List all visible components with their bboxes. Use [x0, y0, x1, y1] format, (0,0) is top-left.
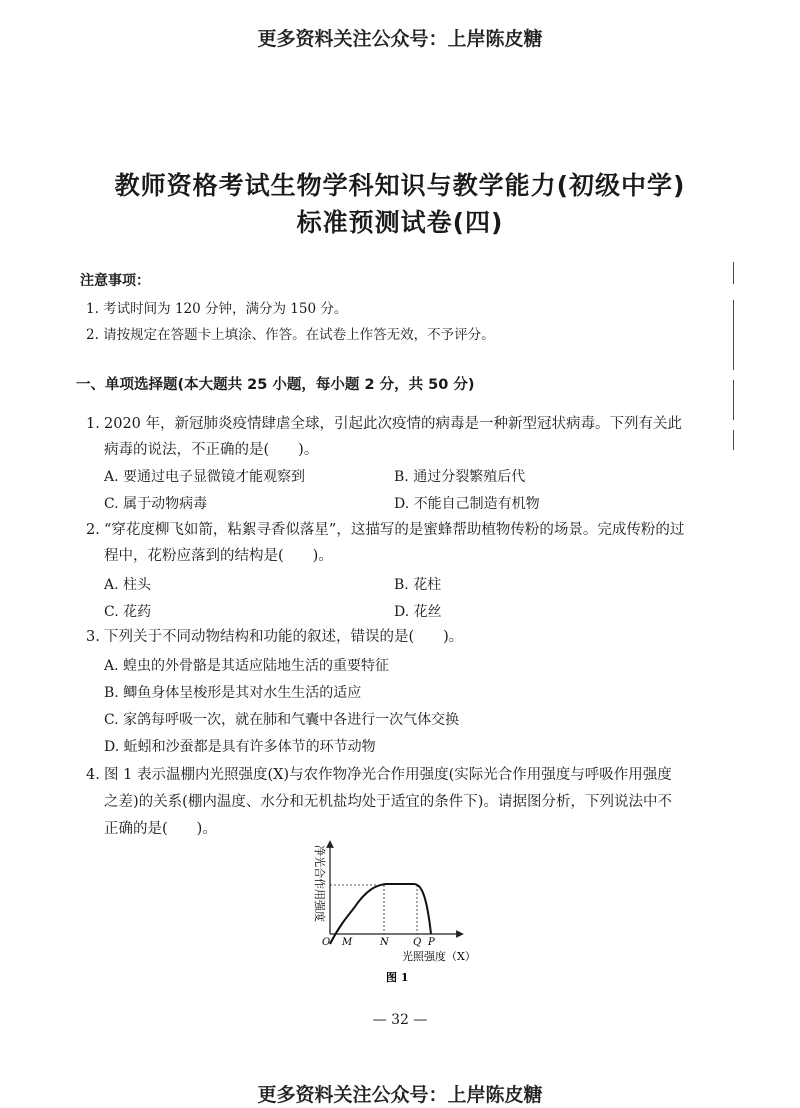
question-4 [86, 762, 686, 843]
label-o: O [322, 937, 331, 948]
option-a: A. 柱头 [104, 577, 152, 593]
option-d: D. 花丝 [394, 604, 442, 620]
bottom-banner: 更多资料关注公众号：上岸陈皮糖 [257, 1084, 543, 1106]
scan-mark [733, 262, 734, 284]
question-1 [86, 411, 686, 463]
scan-mark [733, 380, 734, 420]
question-number: 3. [86, 629, 100, 645]
section-title: 一、单项选择题(本大题共 25 小题，每小题 2 分，共 50 分) [76, 377, 475, 393]
option-c: C. 花药 [104, 604, 152, 620]
option-c: C. 属于动物病毒 [104, 496, 208, 512]
label-n: N [380, 937, 389, 948]
y-axis-label: 净光合作用强度 [313, 845, 326, 922]
exam-subtitle: 标准预测试卷(四) [296, 208, 504, 237]
page-number: — 32 — [372, 1012, 428, 1028]
question-text: 2020 年，新冠肺炎疫情肆虐全球，引起此次疫情的病毒是一种新型冠状病毒。下列有关此病毒的说法，不正确的是( )。 [104, 416, 683, 458]
question-text: 下列关于不同动物结构和功能的叙述，错误的是( )。 [104, 629, 464, 645]
question-text: “穿花度柳飞如箭，粘絮寻香似落星”，这描写的是蜜蜂帮助植物传粉的场景。完成传粉的过程中，花粉应落到的结构是( )。 [104, 522, 685, 564]
photosynthesis-curve [330, 884, 431, 944]
option-d: D. 蚯蚓和沙蚕都是具有许多体节的环节动物 [104, 739, 376, 755]
option-a: A. 要通过电子显微镜才能观察到 [104, 469, 306, 485]
scan-mark [733, 430, 734, 450]
option-b: B. 花柱 [394, 577, 442, 593]
scan-mark [733, 300, 734, 370]
option-a: A. 蝗虫的外骨骼是其适应陆地生活的重要特征 [104, 658, 390, 674]
option-c: C. 家鸽每呼吸一次，就在肺和气囊中各进行一次气体交换 [104, 712, 460, 728]
option-b: B. 鲫鱼身体呈梭形是其对水生生活的适应 [104, 685, 362, 701]
question-number: 2. [86, 522, 100, 538]
notice-item: 2. 请按规定在答题卡上填涂、作答。在试卷上作答无效，不予评分。 [86, 327, 495, 343]
option-d: D. 不能自己制造有机物 [394, 496, 540, 512]
figure-1-graph [290, 838, 490, 988]
label-p: P [428, 937, 435, 948]
label-m: M [342, 937, 353, 948]
question-3 [86, 624, 686, 650]
notice-heading: 注意事项： [80, 273, 150, 289]
label-q: Q [413, 937, 422, 948]
figure-caption: 图 1 [386, 971, 409, 984]
question-2 [86, 517, 686, 569]
notice-item: 1. 考试时间为 120 分钟，满分为 150 分。 [86, 301, 348, 317]
question-number: 1. [86, 416, 100, 432]
option-b: B. 通过分裂繁殖后代 [394, 469, 526, 485]
question-text: 图 1 表示温棚内光照强度(X)与农作物净光合作用强度(实际光合作用强度与呼吸作用强度之差)的关系(棚内温度、水分和无机盐均处于适宜的条件下)。请据图分析，下列说法中不正确的是( )。 [104, 767, 672, 837]
x-axis-label: 光照强度（X） [402, 950, 476, 963]
question-number: 4. [86, 767, 100, 783]
top-banner: 更多资料关注公众号：上岸陈皮糖 [257, 28, 543, 50]
exam-title: 教师资格考试生物学科知识与教学能力(初级中学) [114, 171, 686, 200]
